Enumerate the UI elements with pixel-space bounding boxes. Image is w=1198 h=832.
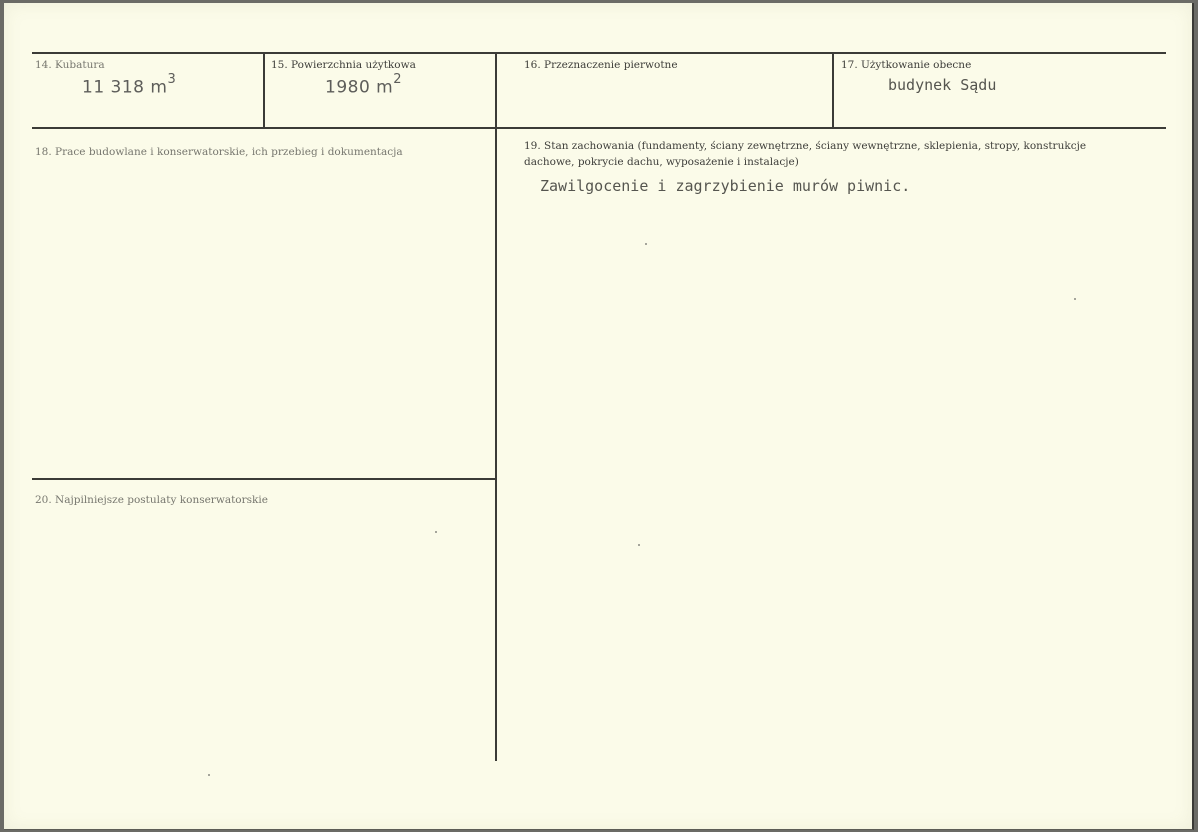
field-14-exponent: 3: [167, 72, 177, 87]
divider-14-15: [263, 52, 265, 127]
field-15-exponent: 2: [393, 72, 403, 87]
divider-15-16: [495, 52, 497, 127]
field-17-label: 17. Użytkowanie obecne: [841, 59, 972, 71]
paper-speck: [435, 531, 437, 533]
field-14-value: [82, 72, 177, 98]
middle-rule: [32, 127, 1166, 129]
top-rule: [32, 52, 1166, 54]
divider-16-17: [832, 52, 834, 127]
field-20-label: 20. Najpilniejsze postulaty konserwatorskie: [35, 494, 268, 506]
field-14-label: 14. Kubatura: [35, 59, 105, 71]
field-15-label: 15. Powierzchnia użytkowa: [271, 59, 416, 71]
divider-left-right: [495, 127, 497, 761]
inventory-card: [4, 3, 1194, 830]
field-18-label: 18. Prace budowlane i konserwatorskie, ich przebieg i dokumentacja: [35, 146, 403, 158]
field-16-label: 16. Przeznaczenie pierwotne: [524, 59, 678, 71]
field-15-number: 1980 m: [325, 77, 394, 98]
field-19-label: 19. Stan zachowania (fundamenty, ściany zewnętrzne, ściany wewnętrzne, sklepienia, stropy, konstrukcje dachowe, pokrycie dachu, wyposażenie i instalacje): [524, 140, 1087, 168]
paper-speck: [208, 774, 210, 776]
left-lower-rule: [32, 478, 495, 480]
field-19-value: Zawilgocenie i zagrzybienie murów piwnic.: [540, 177, 911, 195]
paper-speck: [638, 544, 640, 546]
field-17-value: budynek Sądu: [888, 76, 997, 94]
field-15-value: [325, 72, 403, 98]
field-14-number: 11 318 m: [82, 77, 168, 98]
paper-speck: [645, 243, 647, 245]
paper-speck: [1074, 298, 1076, 300]
